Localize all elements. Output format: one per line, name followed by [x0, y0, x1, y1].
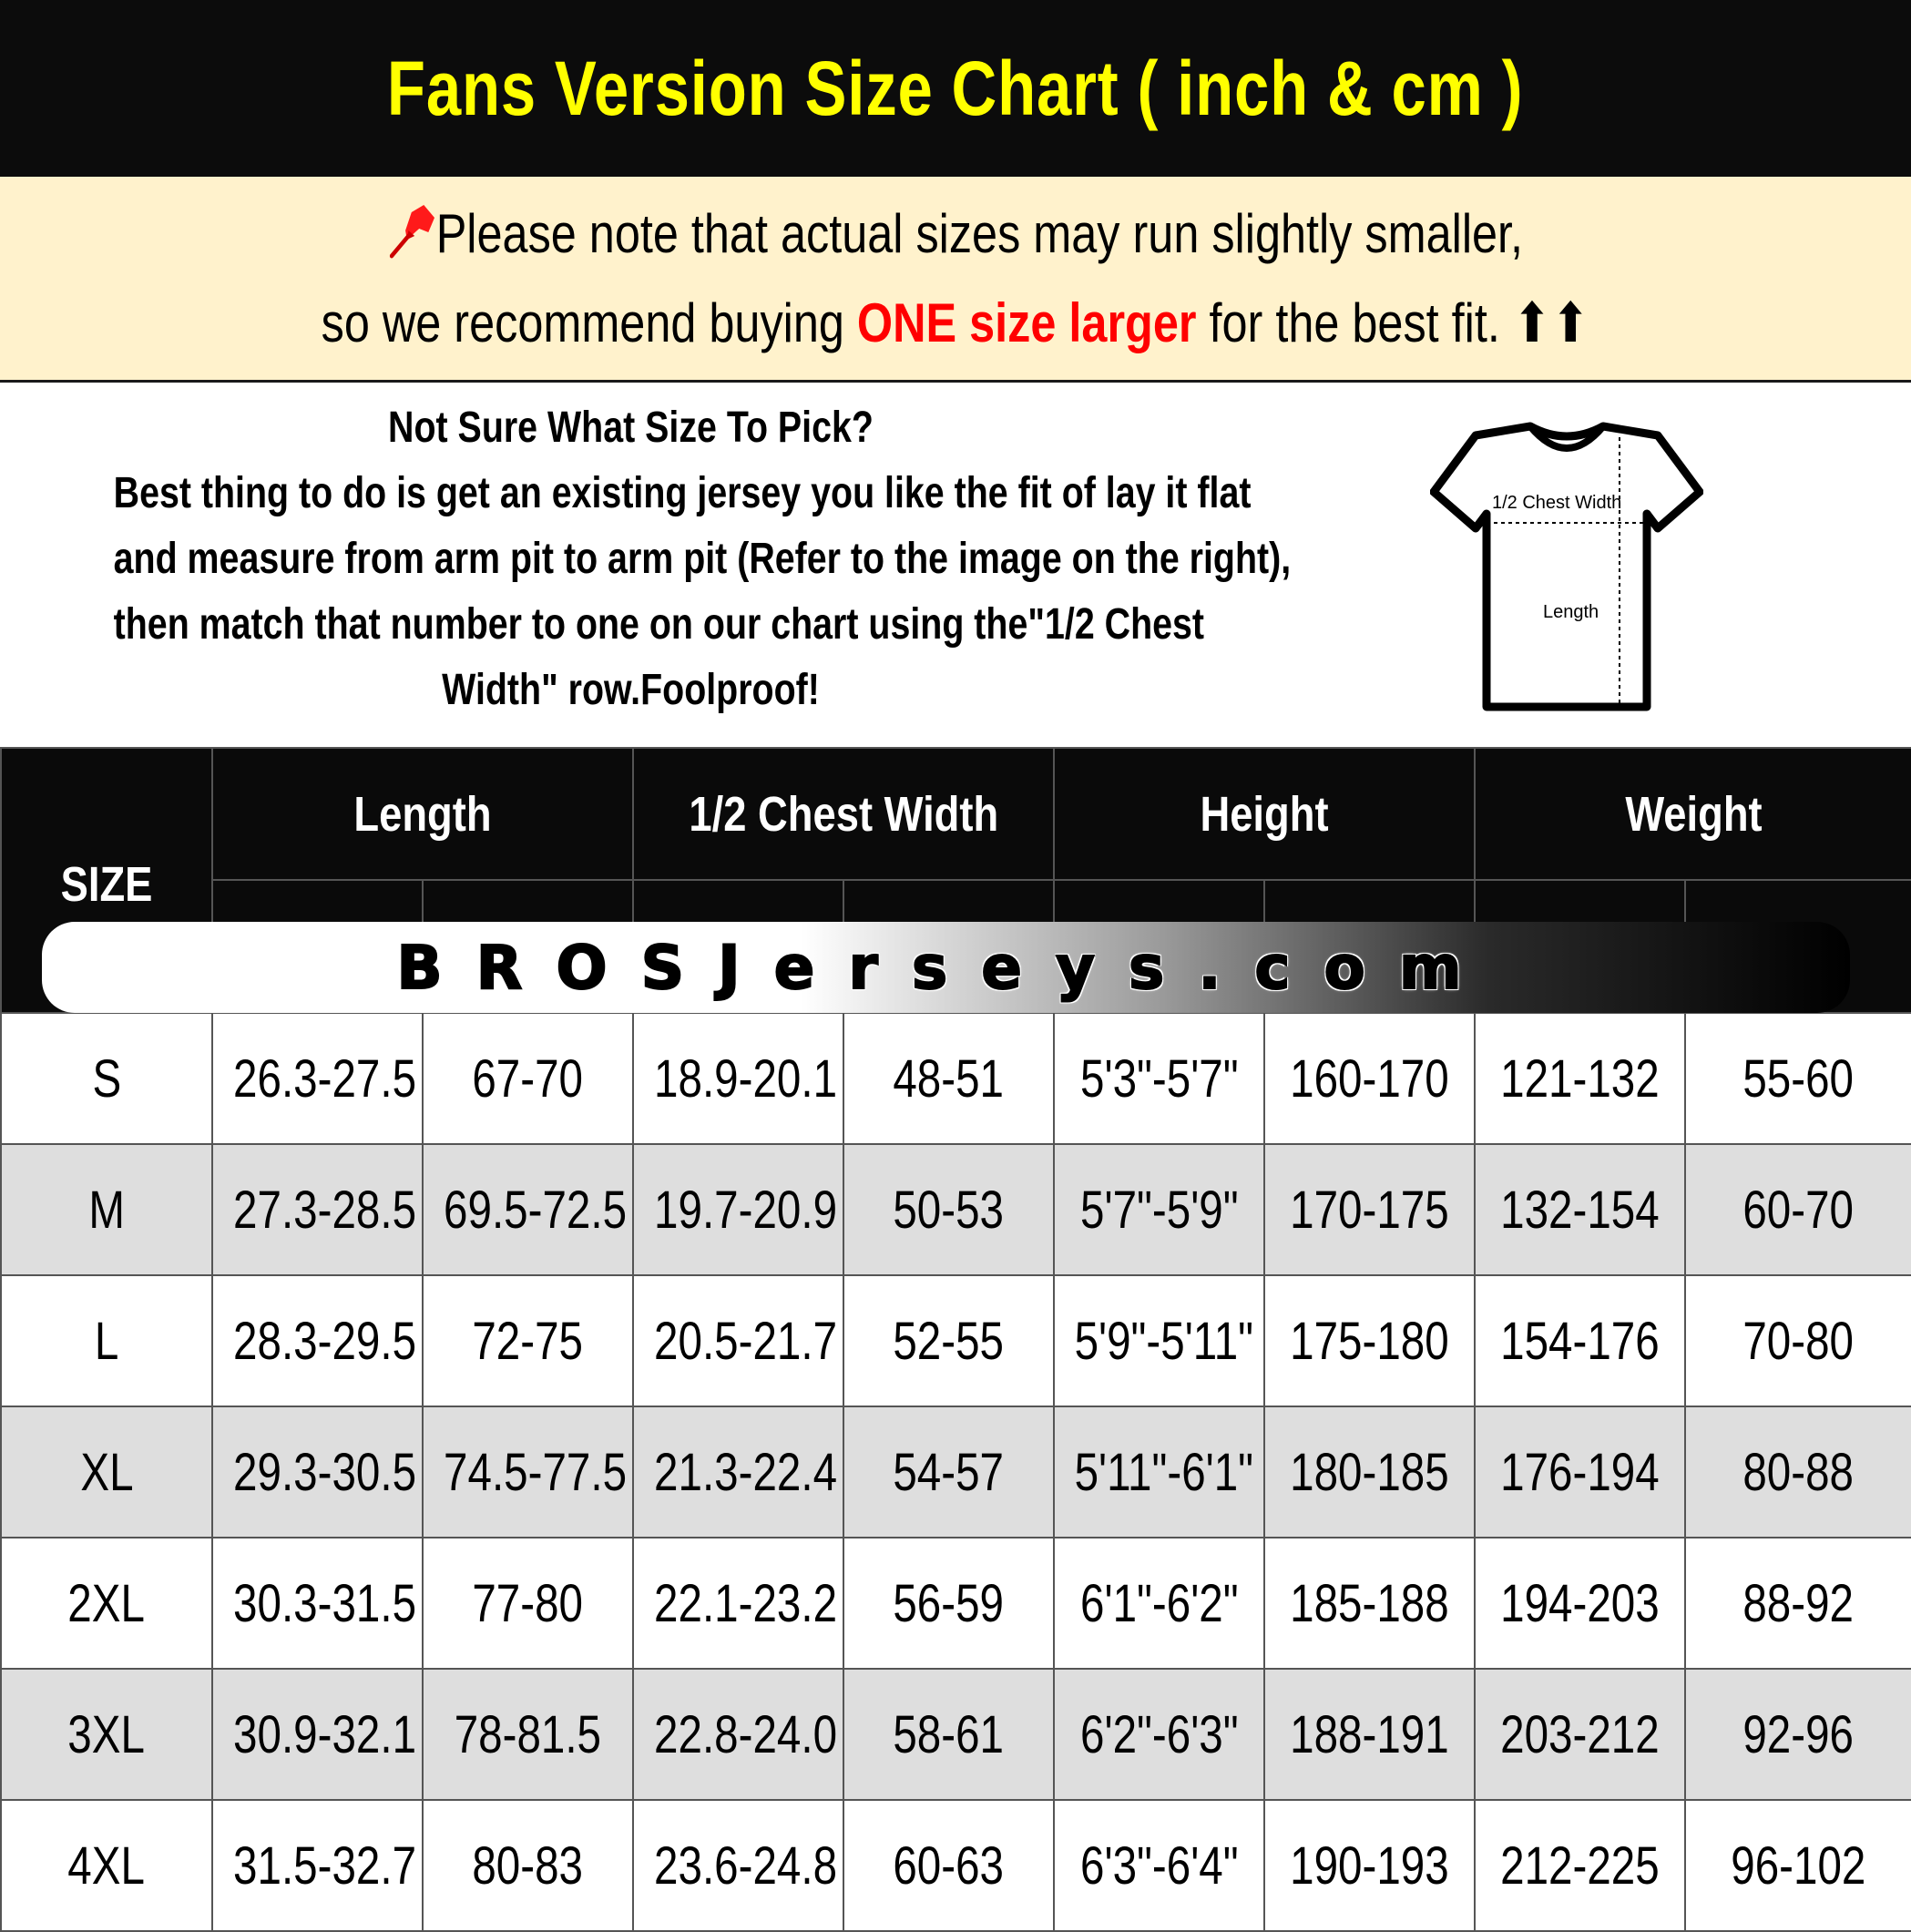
guide-text: [0, 395, 1292, 723]
chest-inch-cell: 22.1-23.2: [633, 1538, 843, 1669]
weight-kg-cell: 96-102: [1685, 1800, 1911, 1931]
length-cm-cell: 78-81.5: [423, 1669, 633, 1800]
weight-kg-cell: 88-92: [1685, 1538, 1911, 1669]
chest-inch-cell: 22.8-24.0: [633, 1669, 843, 1800]
weight-lb-cell: 121-132: [1475, 1013, 1685, 1144]
length-inch-cell: 29.3-30.5: [212, 1406, 423, 1538]
height-cm-cell: 175-180: [1264, 1275, 1475, 1406]
pushpin-icon: [388, 197, 435, 253]
height-ft-cell: 5'3"-5'7": [1054, 1013, 1264, 1144]
size-cell: M: [1, 1144, 212, 1275]
length-inch-cell: 30.9-32.1: [212, 1669, 423, 1800]
weight-lb-cell: 212-225: [1475, 1800, 1685, 1931]
weight-lb-cell: 154-176: [1475, 1275, 1685, 1406]
weight-kg-cell: 92-96: [1685, 1669, 1911, 1800]
notice-highlight: ONE size larger: [856, 291, 1197, 353]
height-ft-cell: 5'7"-5'9": [1054, 1144, 1264, 1275]
table-row: [1, 1669, 1911, 1800]
height-ft-cell: 5'11"-6'1": [1054, 1406, 1264, 1538]
table-row: [1, 1538, 1911, 1669]
weight-kg-cell: 55-60: [1685, 1013, 1911, 1144]
tshirt-icon: [1430, 415, 1703, 716]
notice-text-2b: for the best fit. ⬆⬆: [1196, 291, 1590, 353]
page-title: Fans Version Size Chart ( inch & cm ): [387, 45, 1524, 131]
height-ft-cell: 5'9"-5'11": [1054, 1275, 1264, 1406]
height-cm-cell: 190-193: [1264, 1800, 1475, 1931]
table-row: [1, 1406, 1911, 1538]
length-inch-cell: 30.3-31.5: [212, 1538, 423, 1669]
notice-text-1: Please note that actual sizes may run slightly smaller,: [435, 202, 1523, 264]
chest-width-header: 1/2 Chest Width: [633, 748, 1054, 880]
length-inch-cell: 31.5-32.7: [212, 1800, 423, 1931]
height-cm-cell: 180-185: [1264, 1406, 1475, 1538]
chest-cm-cell: 58-61: [843, 1669, 1054, 1800]
weight-lb-cell: 203-212: [1475, 1669, 1685, 1800]
chest-cm-cell: 60-63: [843, 1800, 1054, 1931]
title-bar: [0, 0, 1911, 177]
size-cell: XL: [1, 1406, 212, 1538]
length-cm-cell: 72-75: [423, 1275, 633, 1406]
length-inch-cell: 26.3-27.5: [212, 1013, 423, 1144]
weight-lb-cell: 194-203: [1475, 1538, 1685, 1669]
size-cell: 2XL: [1, 1538, 212, 1669]
guide-line-4: Width" row.Foolproof!: [442, 666, 820, 714]
measuring-guide: [0, 383, 1911, 747]
height-ft-cell: 6'1"-6'2": [1054, 1538, 1264, 1669]
length-cm-cell: 74.5-77.5: [423, 1406, 633, 1538]
chest-inch-cell: 18.9-20.1: [633, 1013, 843, 1144]
guide-line-2: and measure from arm pit to arm pit (Refer to the image on the right),: [113, 535, 1292, 583]
size-cell: 4XL: [1, 1800, 212, 1931]
length-cm-cell: 80-83: [423, 1800, 633, 1931]
chest-inch-cell: 21.3-22.4: [633, 1406, 843, 1538]
height-cm-cell: 170-175: [1264, 1144, 1475, 1275]
length-header: Length: [212, 748, 633, 880]
height-ft-cell: 6'3"-6'4": [1054, 1800, 1264, 1931]
size-column-header: SIZE: [1, 748, 212, 1013]
length-inch-cell: 27.3-28.5: [212, 1144, 423, 1275]
length-inch-cell: 28.3-29.5: [212, 1275, 423, 1406]
notice-line-2: [322, 279, 1590, 368]
chest-cm-cell: 56-59: [843, 1538, 1054, 1669]
chest-cm-cell: 52-55: [843, 1275, 1054, 1406]
watermark-banner: [42, 922, 1850, 1013]
weight-kg-cell: 80-88: [1685, 1406, 1911, 1538]
length-cm-cell: 77-80: [423, 1538, 633, 1669]
height-ft-cell: 6'2"-6'3": [1054, 1669, 1264, 1800]
weight-header: Weight: [1475, 748, 1911, 880]
height-header: Height: [1054, 748, 1475, 880]
guide-line-1: Best thing to do is get an existing jersey you like the fit of lay it flat: [113, 469, 1252, 517]
weight-lb-cell: 176-194: [1475, 1406, 1685, 1538]
table-row: [1, 1013, 1911, 1144]
diagram-length-label: Length: [1543, 602, 1599, 622]
size-cell: 3XL: [1, 1669, 212, 1800]
height-cm-cell: 188-191: [1264, 1669, 1475, 1800]
chest-inch-cell: 23.6-24.8: [633, 1800, 843, 1931]
weight-kg-cell: 60-70: [1685, 1144, 1911, 1275]
size-cell: L: [1, 1275, 212, 1406]
weight-kg-cell: 70-80: [1685, 1275, 1911, 1406]
chest-cm-cell: 54-57: [843, 1406, 1054, 1538]
length-cm-cell: 69.5-72.5: [423, 1144, 633, 1275]
table-row: [1, 1275, 1911, 1406]
chest-inch-cell: 20.5-21.7: [633, 1275, 843, 1406]
height-cm-cell: 160-170: [1264, 1013, 1475, 1144]
guide-heading: Not Sure What Size To Pick?: [388, 404, 874, 452]
height-cm-cell: 185-188: [1264, 1538, 1475, 1669]
sizing-notice: [0, 177, 1911, 383]
watermark-text: BROSJerseys.com: [396, 932, 1496, 1003]
diagram-chest-label: 1/2 Chest Width: [1492, 493, 1622, 513]
chest-cm-cell: 50-53: [843, 1144, 1054, 1275]
chest-cm-cell: 48-51: [843, 1013, 1054, 1144]
table-row: [1, 1800, 1911, 1931]
weight-lb-cell: 132-154: [1475, 1144, 1685, 1275]
length-cm-cell: 67-70: [423, 1013, 633, 1144]
notice-text-2a: so we recommend buying: [321, 291, 857, 353]
size-cell: S: [1, 1013, 212, 1144]
notice-line-1: [388, 189, 1522, 279]
chest-inch-cell: 19.7-20.9: [633, 1144, 843, 1275]
table-row: [1, 1144, 1911, 1275]
guide-line-3: then match that number to one on our chart using the"1/2 Chest: [113, 600, 1205, 649]
